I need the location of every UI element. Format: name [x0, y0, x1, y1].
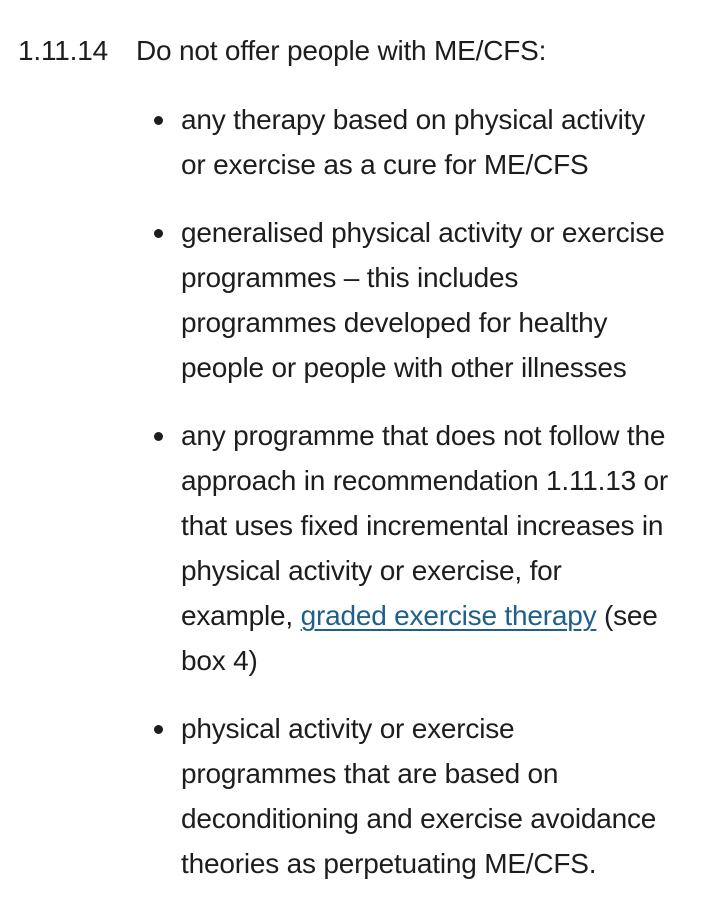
bullet-line: any programme that does not follow the [181, 420, 666, 451]
bullet-line: that uses fixed incremental increases in [181, 510, 664, 541]
bullet-text [181, 210, 712, 390]
bullet-line: physical activity or exercise [181, 713, 515, 744]
bullet-text [181, 97, 712, 187]
bullet-line: programmes – this includes [181, 262, 519, 293]
bullet-dot-icon [154, 116, 163, 125]
bullet-text [181, 413, 712, 683]
recommendation-bullet-list [152, 97, 712, 886]
bullet-line: box 4) [181, 645, 258, 676]
bullet-line: people or people with other illnesses [181, 352, 627, 383]
list-item [152, 706, 712, 886]
recommendation-lead: Do not offer people with ME/CFS: [136, 35, 547, 66]
recommendation-number: 1.11.14 [18, 35, 108, 66]
bullet-line: theories as perpetuating ME/CFS. [181, 848, 597, 879]
bullet-dot-icon [154, 725, 163, 734]
example-suffix: (see [596, 600, 658, 631]
bullet-line: physical activity or exercise, for [181, 555, 562, 586]
list-item [152, 97, 712, 187]
recommendation-header [18, 28, 546, 73]
graded-exercise-therapy-link[interactable]: graded exercise therapy [300, 600, 597, 631]
bullet-line: approach in recommendation 1.11.13 or [181, 465, 669, 496]
list-item [152, 210, 712, 390]
bullet-line: or exercise as a cure for ME/CFS [181, 149, 589, 180]
example-prefix: example, [181, 600, 301, 631]
bullet-dot-icon [154, 432, 163, 441]
bullet-line-with-link [181, 593, 712, 638]
bullet-line: any therapy based on physical activity [181, 104, 645, 135]
bullet-line: deconditioning and exercise avoidance [181, 803, 657, 834]
bullet-line: programmes that are based on [181, 758, 559, 789]
bullet-line: generalised physical activity or exercise [181, 217, 665, 248]
bullet-text [181, 706, 712, 886]
list-item [152, 413, 712, 683]
bullet-line: programmes developed for healthy [181, 307, 608, 338]
bullet-dot-icon [154, 229, 163, 238]
